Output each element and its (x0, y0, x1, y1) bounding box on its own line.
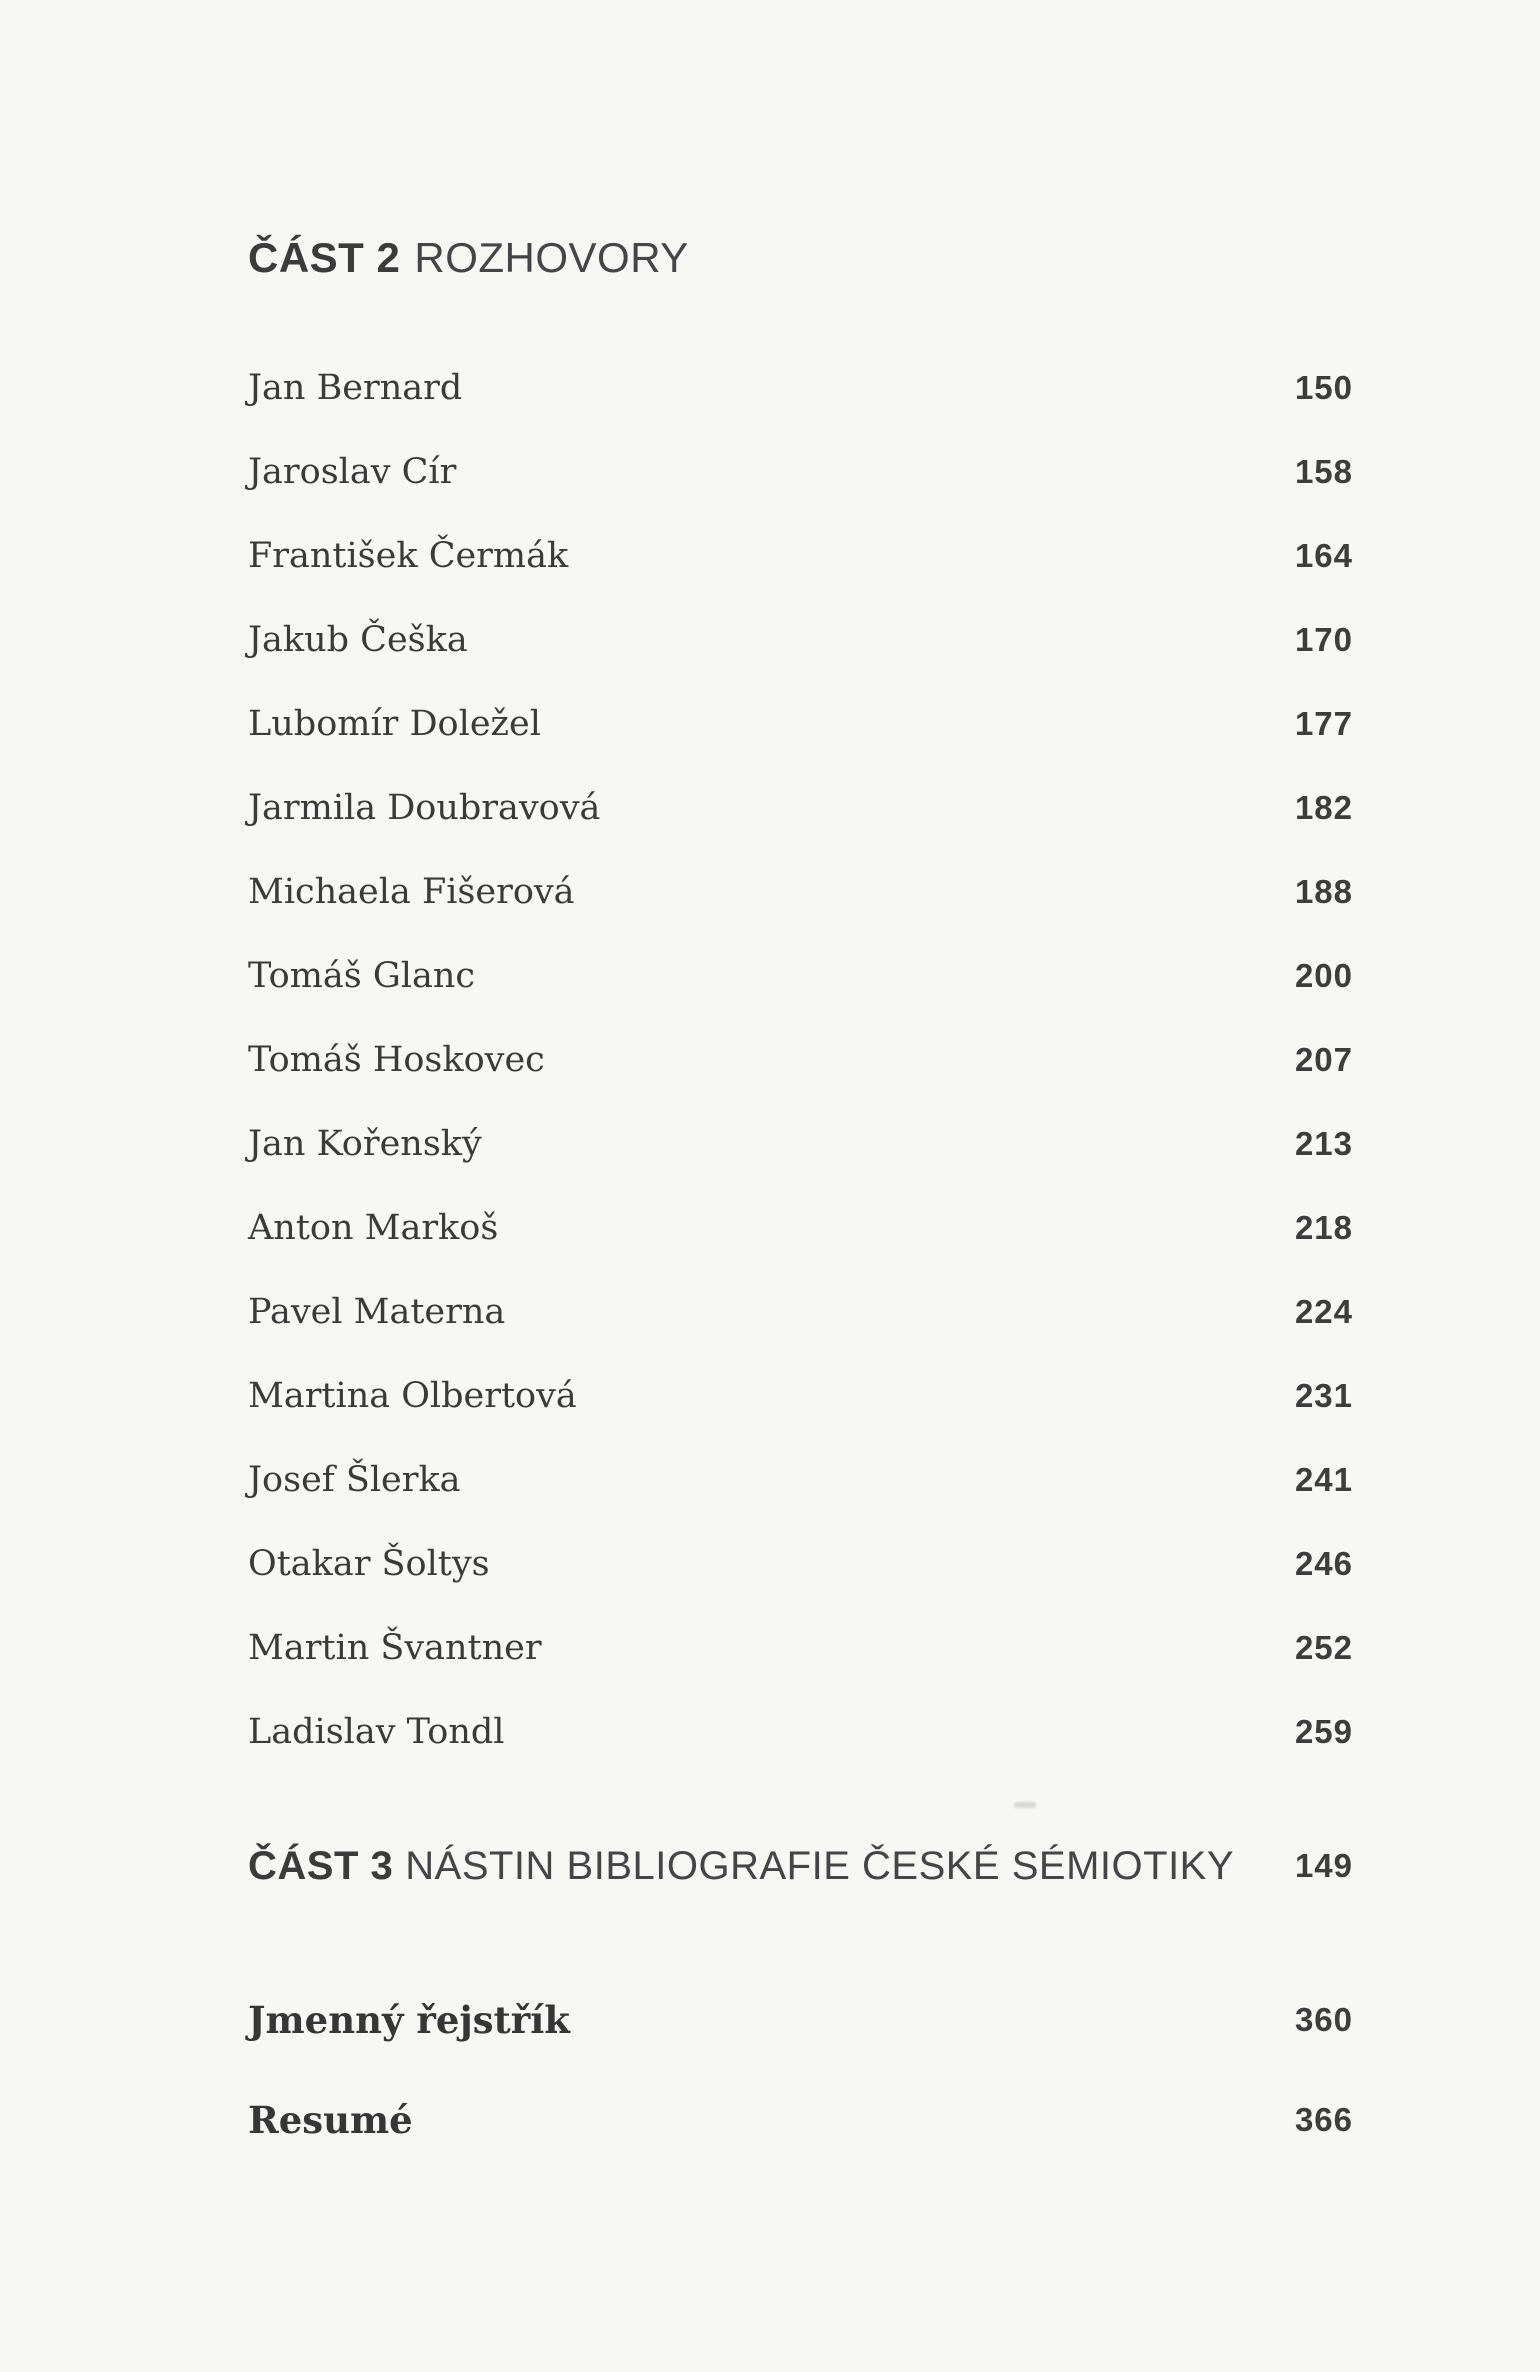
toc-entry (248, 682, 1353, 766)
entry-page-number: 177 (1294, 705, 1353, 742)
entry-name: Lubomír Doležel (248, 704, 541, 744)
back-matter-page-number: 360 (1294, 2001, 1353, 2038)
toc-entry (248, 430, 1353, 514)
toc-entry (248, 1690, 1353, 1774)
back-matter-name: Resumé (248, 2098, 413, 2142)
part2-label: ČÁST 2 (248, 234, 401, 281)
part3-page-number: 149 (1294, 1847, 1353, 1884)
entry-page-number: 182 (1294, 789, 1353, 826)
entry-page-number: 164 (1294, 537, 1353, 574)
entry-page-number: 158 (1294, 453, 1353, 490)
entry-name: Michaela Fišerová (248, 872, 575, 912)
entry-name: Josef Šlerka (248, 1460, 461, 1500)
entry-name: Tomáš Hoskovec (248, 1040, 545, 1080)
toc-entry (248, 1186, 1353, 1270)
entry-page-number: 241 (1294, 1461, 1353, 1498)
entry-page-number: 231 (1294, 1377, 1353, 1414)
toc-entry (248, 1270, 1353, 1354)
entry-name: Otakar Šoltys (248, 1544, 490, 1584)
back-matter-entry (248, 1994, 1353, 2046)
entry-name: Ladislav Tondl (248, 1712, 505, 1752)
part3-heading-row (248, 1838, 1353, 1894)
toc-entry (248, 1018, 1353, 1102)
entry-page-number: 259 (1294, 1713, 1353, 1750)
entry-page-number: 213 (1294, 1125, 1353, 1162)
entry-name: František Čermák (248, 536, 569, 576)
entry-page-number: 218 (1294, 1209, 1353, 1246)
entry-page-number: 200 (1294, 957, 1353, 994)
entry-name: Martin Švantner (248, 1628, 542, 1668)
toc-entry (248, 346, 1353, 430)
back-matter-name: Jmenný řejstřík (248, 1998, 570, 2042)
toc-entry (248, 1438, 1353, 1522)
entry-page-number: 207 (1294, 1041, 1353, 1078)
entry-page-number: 246 (1294, 1545, 1353, 1582)
entry-page-number: 224 (1294, 1293, 1353, 1330)
toc-entry (248, 1522, 1353, 1606)
entry-page-number: 150 (1294, 369, 1353, 406)
toc-entry (248, 1102, 1353, 1186)
scan-artifact-dash (1014, 1802, 1036, 1808)
entry-name: Martina Olbertová (248, 1376, 577, 1416)
part2-heading (248, 230, 689, 286)
toc-entry (248, 1606, 1353, 1690)
entry-page-number: 188 (1294, 873, 1353, 910)
part2-title: ROZHOVORY (414, 234, 689, 281)
toc-entry (248, 766, 1353, 850)
entry-name: Jan Kořenský (248, 1124, 482, 1164)
entry-name: Tomáš Glanc (248, 956, 476, 996)
entry-name: Jarmila Doubravová (248, 788, 601, 828)
entry-name: Pavel Materna (248, 1292, 506, 1332)
entry-name: Jan Bernard (248, 368, 463, 408)
entry-page-number: 252 (1294, 1629, 1353, 1666)
entry-name: Jakub Češka (248, 620, 468, 660)
part3-title: NÁSTIN BIBLIOGRAFIE ČESKÉ SÉMIOTIKY (405, 1843, 1235, 1888)
toc-entry (248, 598, 1353, 682)
entry-name: Anton Markoš (248, 1208, 499, 1248)
back-matter-entry (248, 2094, 1353, 2146)
part3-label: ČÁST 3 (248, 1843, 394, 1888)
part2-entry-list (248, 346, 1353, 1774)
entry-name: Jaroslav Cír (248, 452, 457, 492)
toc-entry (248, 1354, 1353, 1438)
toc-entry (248, 514, 1353, 598)
entry-page-number: 170 (1294, 621, 1353, 658)
toc-entry (248, 850, 1353, 934)
toc-entry (248, 934, 1353, 1018)
back-matter-page-number: 366 (1294, 2101, 1353, 2138)
part3-heading (248, 1844, 1234, 1889)
